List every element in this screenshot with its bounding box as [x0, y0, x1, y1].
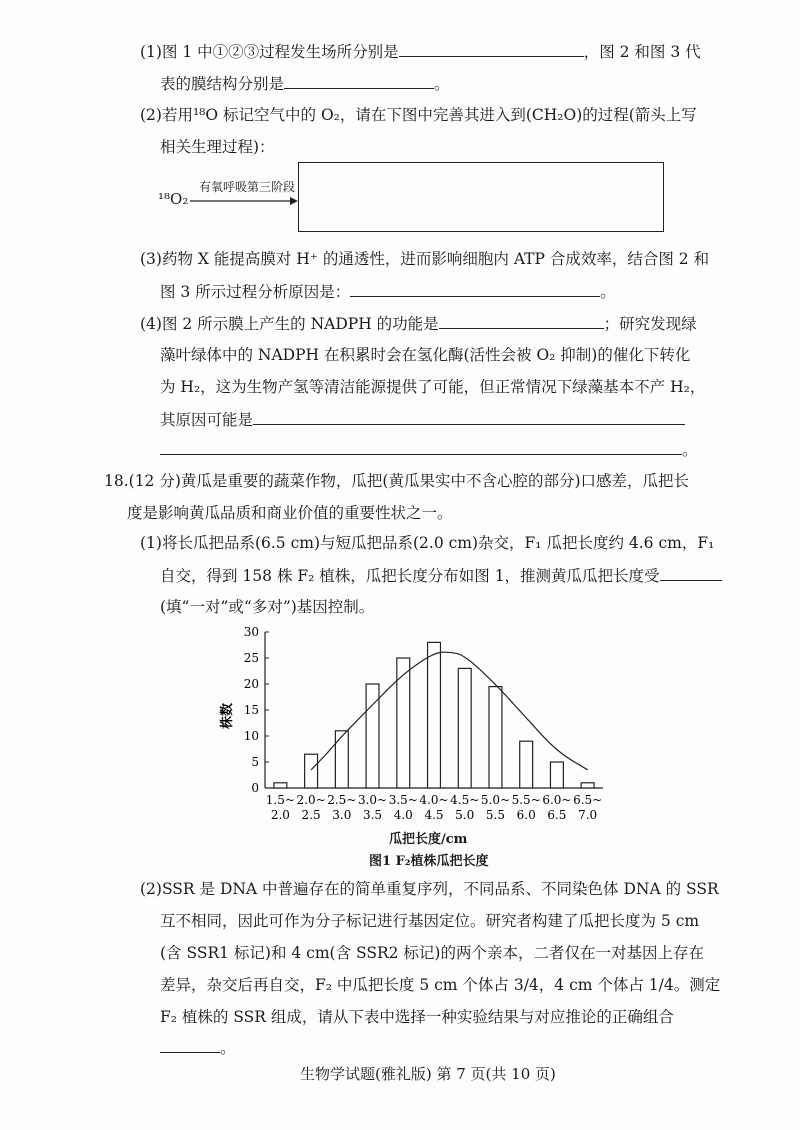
- x-tick-label: 5.5~: [511, 793, 541, 807]
- answer-box-pathway[interactable]: [298, 162, 664, 232]
- q17-part1-line1: (1)图 1 中①②③过程发生场所分别是 ，图 2 和图 3 代: [140, 40, 701, 63]
- page-footer: 生物学试题(雅礼版) 第 7 页(共 10 页): [300, 1065, 556, 1083]
- q18-part2-line6: 。: [160, 1036, 236, 1059]
- x-tick-label: 4.0~: [419, 793, 449, 807]
- y-tick-label: 25: [243, 651, 259, 665]
- x-tick-label: 1.5~: [265, 793, 295, 807]
- answer-blank-possible-cause-2[interactable]: [160, 438, 682, 455]
- q18-part1-line3: (填“一对”或“多对”)基因控制。: [160, 598, 375, 616]
- arrow-right-icon: [190, 196, 300, 206]
- x-tick-label: 4.0: [393, 808, 413, 822]
- y-tick-label: 5: [251, 755, 259, 769]
- q18-part2-line3: (含 SSR1 标记)和 4 cm(含 SSR2 标记)的两个亲本，二者仅在一对基因上存在: [160, 944, 704, 962]
- answer-blank-possible-cause-1[interactable]: [253, 408, 685, 425]
- q17-part4-line1: (4)图 2 所示膜上产生的 NADPH 的功能是 ；研究发现绿: [140, 312, 697, 335]
- bar: [274, 783, 287, 788]
- answer-blank-gene-count[interactable]: [660, 564, 722, 581]
- x-tick-label: 4.5: [424, 808, 444, 822]
- bar: [397, 658, 410, 788]
- x-tick-label: 3.0: [332, 808, 352, 822]
- q18-part1-line1: (1)将长瓜把品系(6.5 cm)与短瓜把品系(2.0 cm)杂交，F₁ 瓜把长度约 4.6 cm，F₁: [140, 534, 715, 552]
- x-tick-label: 4.5~: [450, 793, 480, 807]
- q17-part1-line2: 表的膜结构分别是 。: [160, 72, 450, 95]
- o2-label: ¹⁸O₂: [158, 190, 189, 208]
- answer-blank-nadph-function[interactable]: [439, 312, 604, 329]
- answer-blank-sites[interactable]: [399, 40, 584, 57]
- q18-part2-line1: (2)SSR 是 DNA 中普遍存在的简单重复序列，不同品系、不同染色体 DNA 的 SSR: [140, 880, 719, 898]
- x-tick-label: 5.0: [455, 808, 475, 822]
- bar: [335, 731, 348, 788]
- q17-part4-line3: 为 H₂，这为生物产氢等清洁能源提供了可能，但正常情况下绿藻基本不产 H₂，: [160, 378, 706, 396]
- y-tick-label: 0: [251, 781, 259, 795]
- q18-heading-line1: 18.(12 分)黄瓜是重要的蔬菜作物，瓜把(黄瓜果实中不含心腔的部分)口感差，瓜把长: [104, 472, 689, 490]
- q17-part3-line1: (3)药物 X 能提高膜对 H⁺ 的通透性，进而影响细胞内 ATP 合成效率，结合图 2 和: [140, 250, 710, 268]
- y-tick-label: 30: [243, 625, 259, 639]
- x-tick-label: 3.0~: [357, 793, 388, 807]
- bar: [581, 783, 594, 788]
- q18-part1-line2: 自交，得到 158 株 F₂ 植株，瓜把长度分布如图 1，推测黄瓜瓜把长度受: [160, 564, 722, 587]
- x-tick-label: 2.5: [301, 808, 321, 822]
- answer-blank-reason[interactable]: [350, 280, 600, 297]
- y-tick-label: 15: [243, 703, 259, 717]
- y-tick-label: 20: [243, 677, 259, 691]
- y-tick-label: 10: [243, 729, 259, 743]
- y-axis-label: 株数: [220, 702, 235, 730]
- bar: [428, 642, 441, 788]
- x-tick-label: 6.0~: [542, 793, 572, 807]
- x-tick-label: 5.5: [485, 808, 506, 822]
- x-tick-label: 2.0: [270, 808, 290, 822]
- q17-part2-line2: 相关生理过程)：: [160, 138, 275, 156]
- bar: [550, 762, 563, 788]
- x-tick-label: 6.5: [547, 808, 567, 822]
- chart-caption: 图1 F₂植株瓜把长度: [369, 854, 489, 869]
- x-tick-label: 3.5: [362, 808, 383, 822]
- q17-part4-line5: 。: [160, 438, 698, 461]
- bar: [458, 668, 471, 788]
- bar: [489, 687, 502, 788]
- q17-part2-line1: (2)若用¹⁸O 标记空气中的 O₂，请在下图中完善其进入到(CH₂O)的过程(箭头上写: [140, 106, 697, 124]
- q18-heading-line2: 度是影响黄瓜品质和商业价值的重要性状之一。: [127, 504, 453, 522]
- x-tick-label: 2.5~: [327, 793, 357, 807]
- histogram-chart: [215, 620, 615, 850]
- answer-blank-membranes[interactable]: [284, 72, 434, 89]
- q17-part4-line2: 藻叶绿体中的 NADPH 在积累时会在氢化酶(活性会被 O₂ 抑制)的催化下转化: [160, 346, 691, 364]
- bar: [520, 741, 533, 788]
- q18-part2-line5: F₂ 植株的 SSR 组成，请从下表中选择一种实验结果与对应推论的正确组合: [160, 1008, 674, 1026]
- fitted-curve: [311, 652, 588, 770]
- x-tick-label: 5.0~: [480, 793, 511, 807]
- x-tick-label: 7.0: [578, 808, 598, 822]
- x-tick-label: 6.0: [516, 808, 536, 822]
- arrow-process-label: 有氧呼吸第三阶段: [199, 180, 296, 194]
- q17-part4-line4: 其原因可能是: [160, 408, 685, 431]
- x-tick-label: 3.5~: [388, 793, 418, 807]
- q18-part2-line2: 互不相同，因此可作为分子标记进行基因定位。研究者构建了瓜把长度为 5 cm: [160, 912, 700, 930]
- q18-part2-line4: 差异，杂交后再自交，F₂ 中瓜把长度 5 cm 个体占 3/4，4 cm 个体占 1/4。测定: [160, 976, 721, 994]
- bar: [305, 754, 318, 788]
- x-tick-label: 6.5~: [573, 793, 603, 807]
- q17-part3-line2: 图 3 所示过程分析原因是： 。: [160, 280, 616, 303]
- x-axis-label: 瓜把长度/cm: [389, 832, 468, 847]
- answer-blank-ssr-combo[interactable]: [160, 1036, 220, 1053]
- x-tick-label: 2.0~: [296, 793, 326, 807]
